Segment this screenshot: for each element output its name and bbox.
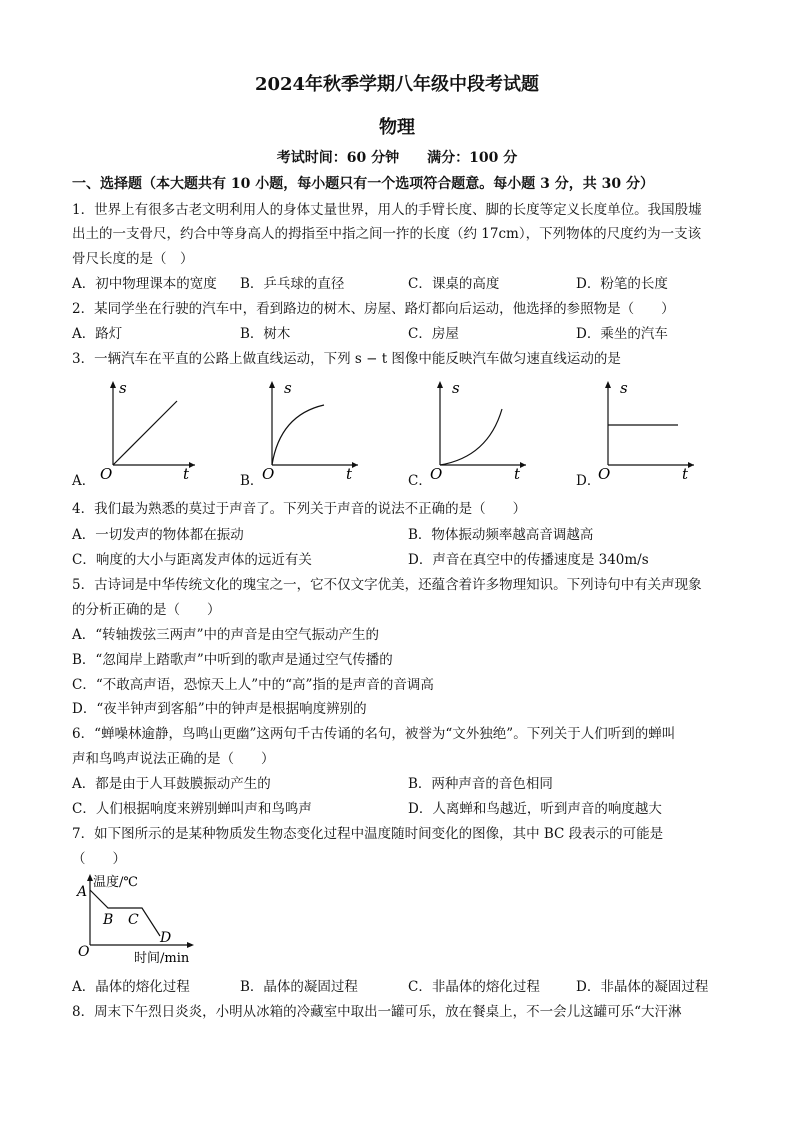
exam-title: 2024年秋季学期八年级中段考试题	[254, 74, 540, 95]
q5-option-a: A．“转轴拨弦三两声”中的声音是由空气振动产生的	[72, 627, 380, 643]
q6-option-c: C．人们根据响度来辨别蝉叫声和鸟鸣声	[72, 801, 312, 817]
q2-option-c: C．房屋	[408, 326, 459, 342]
q7-point-a: A	[77, 884, 88, 900]
q3-d-x-label: t	[682, 465, 689, 480]
q7-line-1: 7．如下图所示的是某种物质发生物态变化过程中温度随时间变化的图像，其中 BC 段表示的可能是	[72, 826, 664, 842]
q3-graph-a	[95, 375, 200, 480]
q1-option-d: D．粉笔的长度	[576, 276, 668, 292]
q7-option-c: C．非晶体的熔化过程	[408, 979, 540, 995]
q3-b-y-label: s	[284, 379, 292, 397]
q1-line-3: 骨尺长度的是（ ）	[72, 251, 194, 267]
q3-a-y-label: s	[119, 379, 127, 397]
q3-b-x-label: t	[346, 465, 353, 480]
q7-option-d: D．非晶体的凝固过程	[576, 979, 709, 995]
q8-line-1: 8．周末下午烈日炎炎，小明从冰箱的冷藏室中取出一罐可乐，放在餐桌上，不一会儿这罐可乐“大汗淋	[72, 1004, 682, 1020]
q6-line-2: 声和鸟鸣声说法正确的是（ ）	[72, 751, 275, 767]
q3-line-1: 3．一辆汽车在平直的公路上做直线运动，下列 s − t 图像中能反映汽车做匀速直线运动的是	[72, 351, 621, 367]
exam-info: 考试时间：60 分钟 满分：100 分	[276, 150, 518, 166]
q4-option-a: A．一切发声的物体都在振动	[72, 527, 244, 543]
q6-option-a: A．都是由于人耳鼓膜振动产生的	[72, 776, 271, 792]
section-heading: 一、选择题（本大题共有 10 小题，每小题只有一个选项符合题意。每小题 3 分，共 30 分）	[72, 176, 654, 192]
q4-option-b: B．物体振动频率越高音调越高	[408, 527, 594, 543]
q5-option-c: C．“不敢高声语，恐惊天上人”中的“高”指的是声音的音调高	[72, 677, 434, 693]
q6-option-d: D．人离蝉和鸟越近，听到声音的响度越大	[408, 801, 662, 817]
q7-temperature-graph	[72, 870, 212, 970]
q3-d-origin: O	[598, 465, 611, 480]
q7-line-2: （ ）	[72, 851, 126, 867]
q3-graph-c	[430, 375, 535, 480]
q7-x-axis-label: 时间/min	[134, 951, 190, 966]
q3-b-origin: O	[262, 465, 275, 480]
subject-title: 物理	[379, 117, 415, 138]
q2-option-b: B．树木	[240, 326, 291, 342]
q7-y-axis-label: 温度/℃	[93, 875, 138, 890]
q2-line-1: 2．某同学坐在行驶的汽车中，看到路边的树木、房屋、路灯都向后运动，他选择的参照物是（ ）	[72, 301, 675, 317]
q3-a-origin: O	[100, 465, 113, 480]
q6-line-1: 6．“蝉噪林逾静，鸟鸣山更幽”这两句千古传诵的名句，被誉为“文外独绝”。下列关于人们听到的蝉叫	[72, 726, 676, 742]
q5-line-2: 的分析正确的是（ ）	[72, 602, 221, 618]
q2-option-a: A．路灯	[72, 326, 123, 342]
q3-c-origin: O	[430, 465, 443, 480]
q2-option-d: D．乘坐的汽车	[576, 326, 668, 342]
q3-graph-b	[262, 375, 367, 480]
q5-option-d: D．“夜半钟声到客船”中的钟声是根据响度辨别的	[72, 701, 367, 717]
q4-option-d: D．声音在真空中的传播速度是 340m/s	[408, 552, 649, 568]
q3-c-x-label: t	[514, 465, 521, 480]
q5-line-1: 5．古诗词是中华传统文化的瑰宝之一，它不仅文字优美，还蕴含着许多物理知识。下列诗句中有关声现象	[72, 577, 702, 593]
q1-line-1: 1．世界上有很多古老文明利用人的身体丈量世界，用人的手臂长度、脚的长度等定义长度单位。我国殷墟	[72, 202, 702, 218]
q3-a-x-label: t	[183, 465, 190, 480]
q3-option-a-letter: A．	[72, 473, 96, 489]
q3-option-d-letter: D．	[576, 473, 601, 489]
q3-option-b-letter: B．	[240, 473, 264, 489]
q6-option-b: B．两种声音的音色相同	[408, 776, 553, 792]
q7-point-d: D	[160, 930, 172, 946]
q1-option-a: A．初中物理课本的宽度	[72, 276, 217, 292]
q1-option-c: C．课桌的高度	[408, 276, 500, 292]
q7-point-b: B	[103, 912, 114, 928]
q1-option-b: B．乒乓球的直径	[240, 276, 345, 292]
q3-graph-d	[598, 375, 703, 480]
q4-line-1: 4．我们最为熟悉的莫过于声音了。下列关于声音的说法不正确的是（ ）	[72, 501, 527, 517]
q1-line-2: 出土的一支骨尺，约合中等身高人的拇指至中指之间一拃的长度（约 17cm），下列物体的尺度约为一支该	[72, 226, 702, 242]
q7-option-a: A．晶体的熔化过程	[72, 979, 190, 995]
q7-option-b: B．晶体的凝固过程	[240, 979, 358, 995]
q7-point-c: C	[128, 912, 139, 928]
q3-d-y-label: s	[620, 379, 628, 397]
q4-option-c: C．响度的大小与距离发声体的远近有关	[72, 552, 312, 568]
q3-option-c-letter: C．	[408, 473, 432, 489]
q7-origin: O	[78, 944, 90, 960]
q5-option-b: B．“忽闻岸上踏歌声”中听到的歌声是通过空气传播的	[72, 652, 393, 668]
q3-c-y-label: s	[452, 379, 460, 397]
